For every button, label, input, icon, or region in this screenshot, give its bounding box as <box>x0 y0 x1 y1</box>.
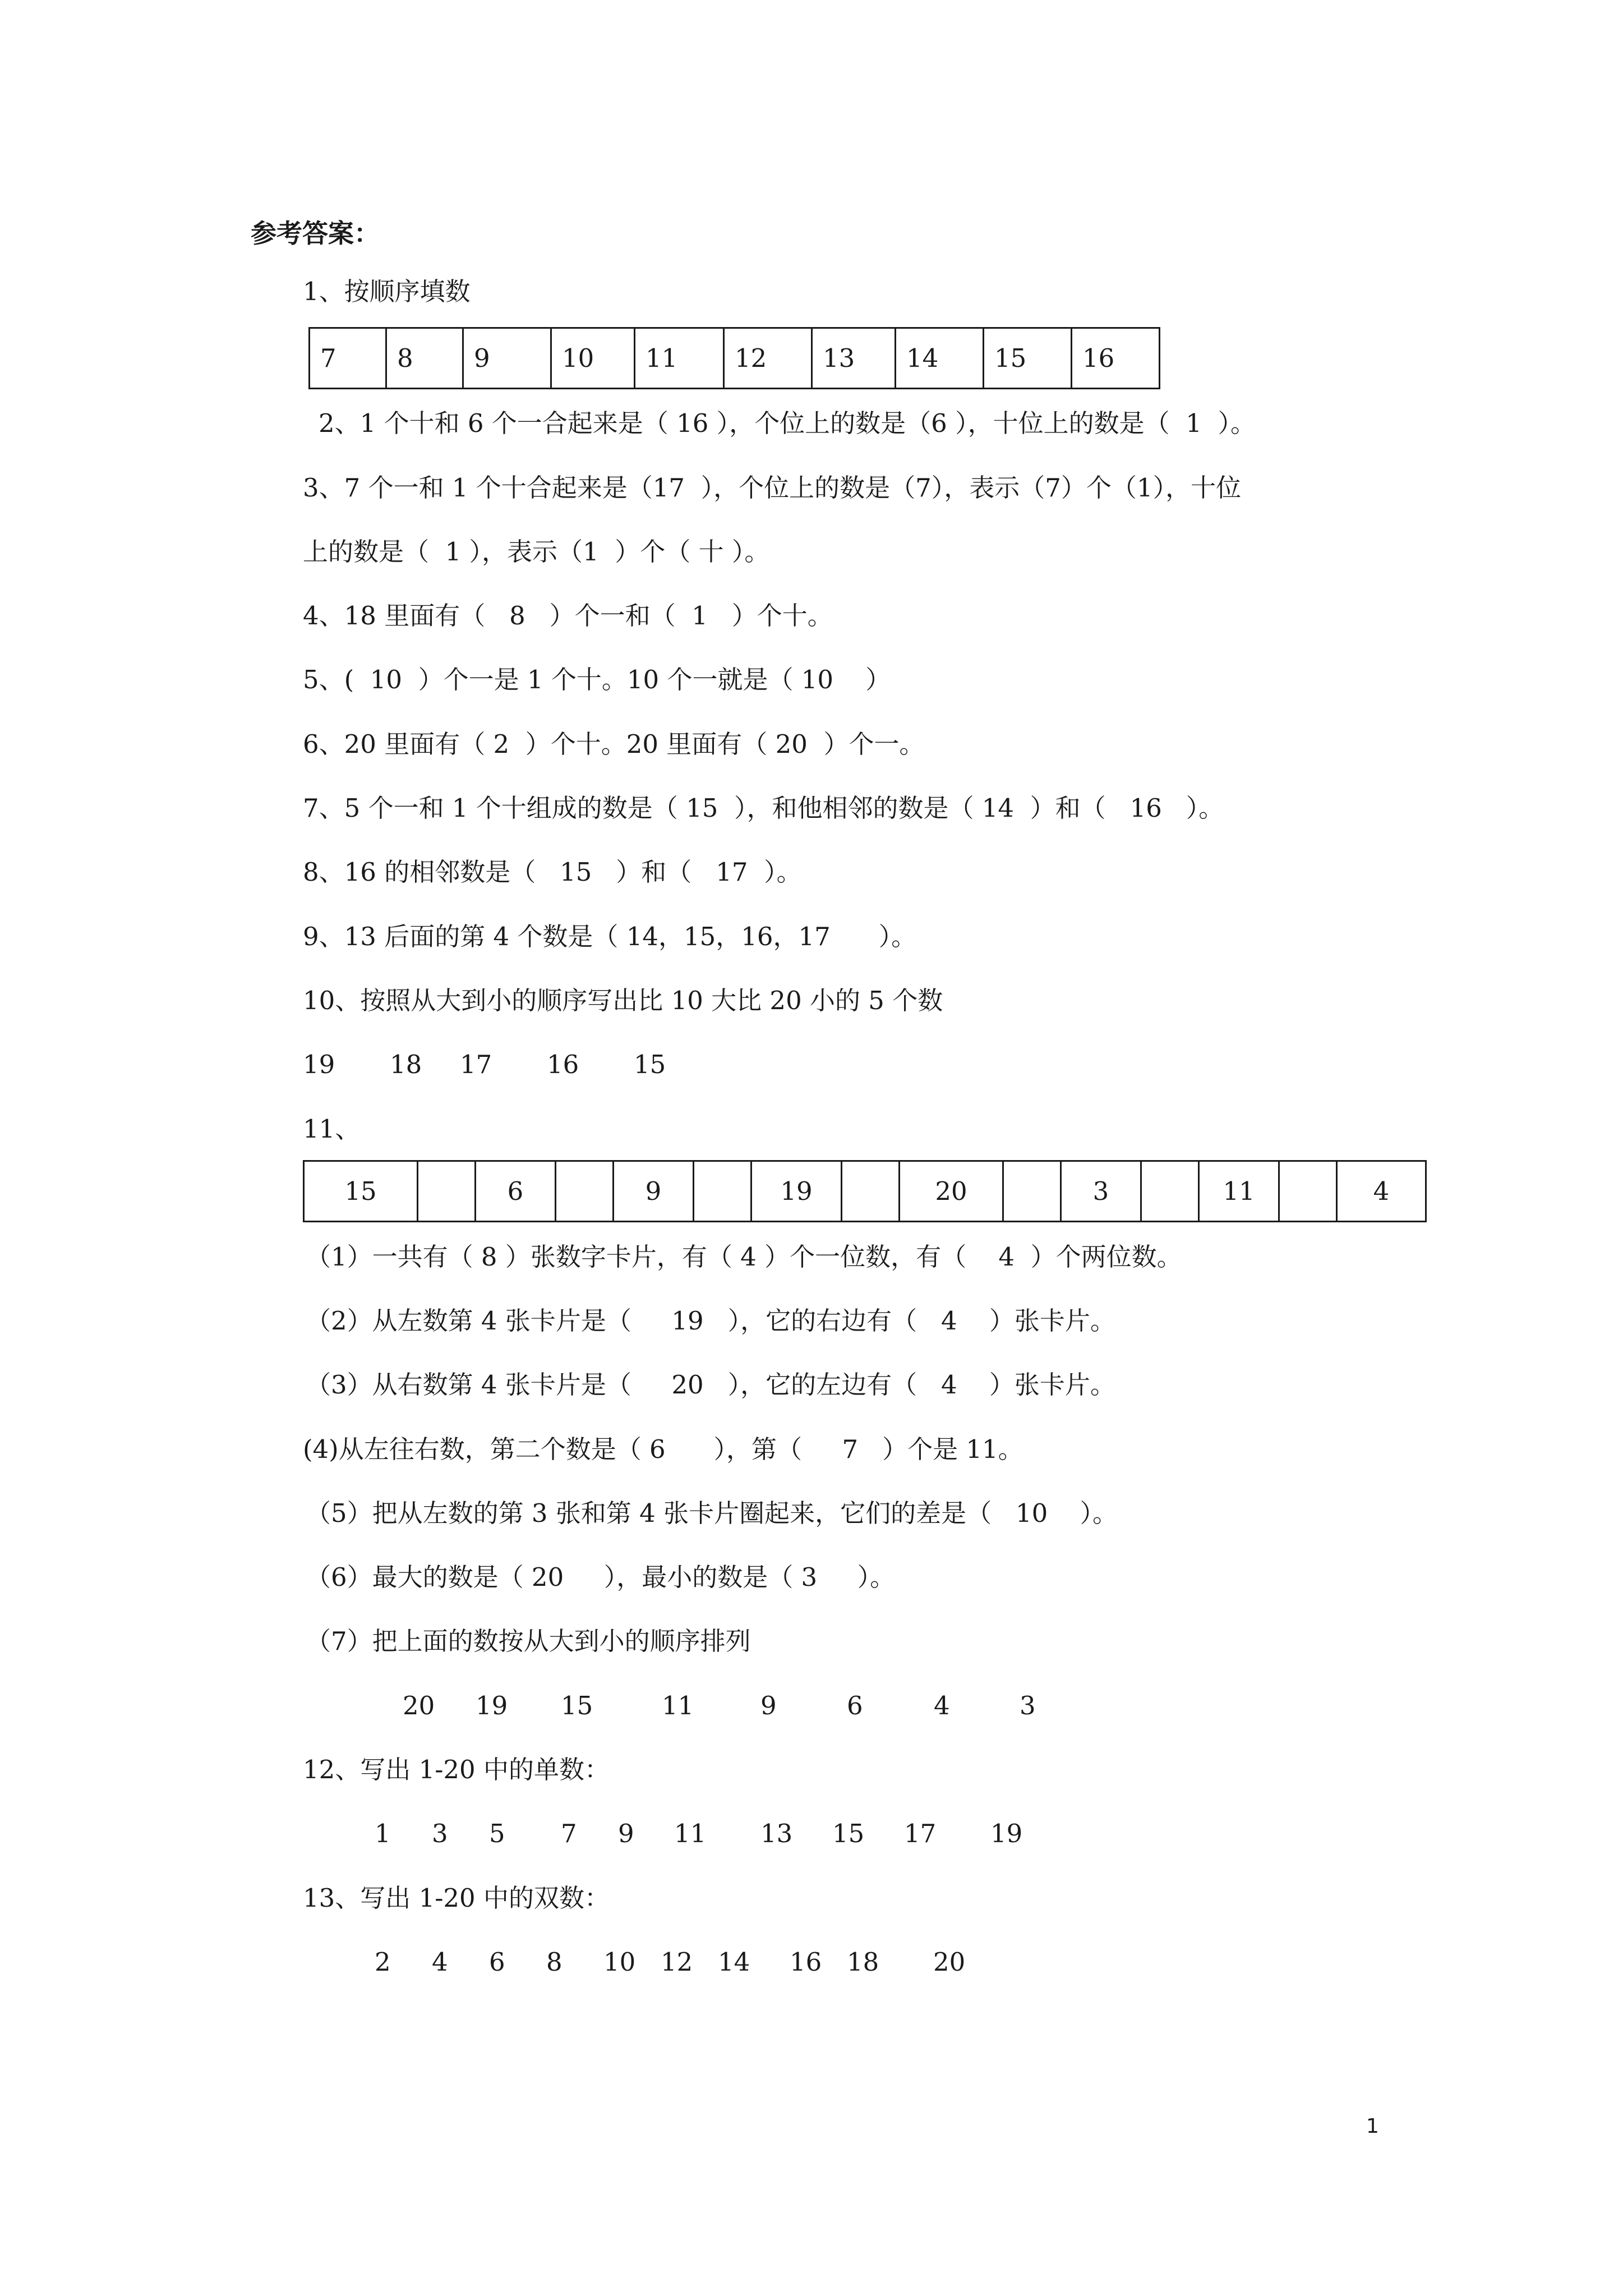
page-number: 1 <box>1366 2115 1379 2138</box>
q13-number: 12 <box>661 1947 693 1977</box>
q11-card: 6 <box>476 1161 556 1222</box>
q1-cell: 10 <box>551 328 635 389</box>
q6-text: 6、20 里面有（ 2 ）个十。20 里面有（ 20 ）个一。 <box>303 729 925 759</box>
q13-number: 2 <box>375 1947 391 1977</box>
q3-text-line1: 3、7 个一和 1 个十合起来是（17 ），个位上的数是（7），表示（7）个（1），十位 <box>303 473 1242 503</box>
q12-number: 15 <box>832 1819 865 1848</box>
q11-sorted-number: 19 <box>476 1691 508 1720</box>
q1-cell: 16 <box>1072 328 1160 389</box>
q1-cell: 14 <box>896 328 984 389</box>
q13-number: 6 <box>489 1947 505 1977</box>
q10-number: 19 <box>303 1050 335 1079</box>
q11-sorted-number: 6 <box>847 1691 863 1720</box>
q1-cell: 9 <box>463 328 551 389</box>
q11-card <box>842 1161 900 1222</box>
q11-card: 4 <box>1337 1161 1426 1222</box>
q1-cell: 8 <box>386 328 463 389</box>
q12-number: 3 <box>432 1819 448 1848</box>
q11-sub7: （7）把上面的数按从大到小的顺序排列 <box>306 1626 751 1656</box>
q1-number-table <box>308 327 1160 389</box>
q11-card: 19 <box>751 1161 842 1222</box>
q5-text: 5、( 10 ）个一是 1 个十。10 个一就是（ 10 ） <box>303 665 891 694</box>
q11-sub6: （6）最大的数是（ 20 ），最小的数是（ 3 ）。 <box>306 1562 896 1592</box>
q3-text-line2: 上的数是（ 1 ），表示（1 ）个（ 十 ）。 <box>303 537 770 567</box>
q1-cell: 15 <box>984 328 1072 389</box>
q9-text: 9、13 后面的第 4 个数是（ 14，15，16，17 ）。 <box>303 922 917 951</box>
q11-label: 11、 <box>303 1114 361 1144</box>
q13-number: 18 <box>847 1947 879 1977</box>
q13-answer-row <box>0 1945 1623 1979</box>
q8-text: 8、16 的相邻数是（ 15 ）和（ 17 ）。 <box>303 857 802 887</box>
q12-number: 1 <box>375 1819 391 1848</box>
q13-number: 20 <box>933 1947 966 1977</box>
q1-cell: 12 <box>724 328 812 389</box>
q12-number: 7 <box>561 1819 577 1848</box>
q13-number: 16 <box>790 1947 822 1977</box>
q11-sub1: （1）一共有（ 8 ）张数字卡片，有（ 4 ）个一位数，有（ 4 ）个两位数。 <box>306 1242 1182 1272</box>
q11-sorted-number: 11 <box>662 1691 694 1720</box>
q10-text: 10、按照从大到小的顺序写出比 10 大比 20 小的 5 个数 <box>303 986 943 1015</box>
q11-sorted-row <box>0 1689 1623 1723</box>
q1-cell: 13 <box>812 328 896 389</box>
q11-card-table <box>303 1160 1427 1222</box>
q12-number: 5 <box>489 1819 505 1848</box>
q1-cell: 11 <box>635 328 724 389</box>
q12-number: 9 <box>618 1819 634 1848</box>
q11-card <box>694 1161 751 1222</box>
q1-text: 1、按顺序填数 <box>303 277 471 306</box>
q11-card <box>1003 1161 1061 1222</box>
q11-sorted-number: 3 <box>1020 1691 1036 1720</box>
q10-number: 17 <box>460 1050 492 1079</box>
q11-sub2: （2）从左数第 4 张卡片是（ 19 ），它的右边有（ 4 ）张卡片。 <box>306 1306 1115 1336</box>
q11-sorted-number: 4 <box>934 1691 950 1720</box>
answer-title: 参考答案： <box>251 218 380 249</box>
q12-number: 17 <box>904 1819 937 1848</box>
q11-card <box>556 1161 614 1222</box>
q11-sub4: (4)从左往右数，第二个数是（ 6 ），第（ 7 ）个是 11。 <box>303 1434 1023 1464</box>
q11-sorted-number: 9 <box>760 1691 777 1720</box>
q7-text: 7、5 个一和 1 个十组成的数是（ 15 ），和他相邻的数是（ 14 ）和（ 16 ）。 <box>303 793 1224 823</box>
q11-card: 20 <box>900 1161 1003 1222</box>
q10-number: 16 <box>547 1050 579 1079</box>
q4-text: 4、18 里面有（ 8 ）个一和（ 1 ）个十。 <box>303 601 833 631</box>
q11-card <box>1279 1161 1337 1222</box>
q11-card: 9 <box>614 1161 694 1222</box>
q2-text: 2、1 个十和 6 个一合起来是（ 16 ），个位上的数是（6 ），十位上的数是（ 1 ）。 <box>319 408 1256 438</box>
q13-number: 8 <box>546 1947 562 1977</box>
q12-text: 12、写出 1-20 中的单数： <box>303 1755 610 1784</box>
q11-sorted-number: 15 <box>561 1691 593 1720</box>
q10-answer-row <box>0 1048 1623 1082</box>
q13-number: 14 <box>718 1947 750 1977</box>
q12-number: 19 <box>990 1819 1023 1848</box>
q11-card <box>1141 1161 1199 1222</box>
q11-card: 15 <box>304 1161 418 1222</box>
q11-card <box>418 1161 476 1222</box>
q10-number: 18 <box>390 1050 422 1079</box>
q12-number: 11 <box>674 1819 707 1848</box>
q13-number: 4 <box>432 1947 448 1977</box>
q12-answer-row <box>0 1817 1623 1851</box>
q11-card: 11 <box>1199 1161 1279 1222</box>
q11-sub3: （3）从右数第 4 张卡片是（ 20 ），它的左边有（ 4 ）张卡片。 <box>306 1370 1115 1400</box>
q12-number: 13 <box>760 1819 793 1848</box>
q10-number: 15 <box>634 1050 666 1079</box>
q13-text: 13、写出 1-20 中的双数： <box>303 1883 610 1913</box>
q13-number: 10 <box>603 1947 636 1977</box>
q11-card: 3 <box>1061 1161 1141 1222</box>
q11-sorted-number: 20 <box>403 1691 435 1720</box>
q11-sub5: （5）把从左数的第 3 张和第 4 张卡片圈起来，它们的差是（ 10 ）。 <box>306 1498 1118 1528</box>
q1-cell: 7 <box>310 328 386 389</box>
